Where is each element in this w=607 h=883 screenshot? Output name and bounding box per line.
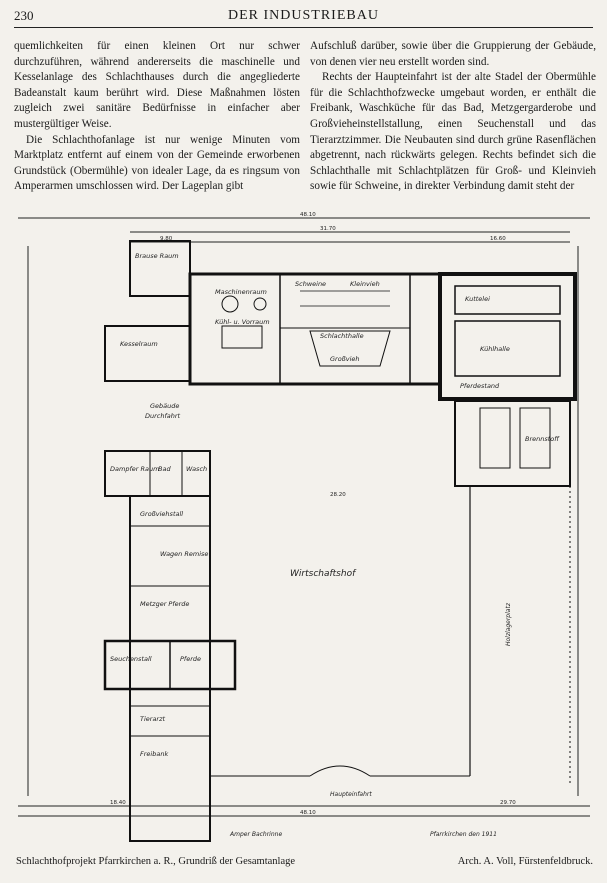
label-kleinvieh: Kleinvieh — [350, 280, 380, 288]
dim-label: 48.10 — [300, 810, 316, 816]
label-kuhlhalle: Kühlhalle — [480, 345, 510, 353]
paragraph: Die Schlachthofanlage ist nur wenige Minuten vom Marktplatz entfernt auf einem von der Gemeinde erworbenen Grundstück (Obermühle) von idealer Lage, da es ringsum von Amperarmen umschlossen wird. Der Lageplan gibt — [14, 133, 300, 193]
text-column-right — [310, 39, 596, 195]
dim-label: 48.10 — [300, 212, 316, 218]
entrance-note: Haupteinfahrt — [330, 791, 372, 798]
label-pferdestand: Pferdestand — [460, 382, 500, 390]
page-number: 230 — [14, 8, 34, 23]
dim-label: 16.60 — [490, 236, 506, 242]
label-tierarzt: Tierarzt — [140, 715, 166, 723]
cooling-building — [440, 274, 575, 399]
label-dampfer: Dampfer Raum — [110, 465, 160, 473]
label-schweine: Schweine — [295, 280, 327, 288]
label-brennstoff: Brennstoff — [525, 435, 559, 443]
label-stall: Großviehstall — [140, 510, 184, 518]
fence-note: Holzlagerplatz — [505, 603, 512, 646]
label-gebaeude: Gebäude — [150, 402, 180, 410]
text-column-left — [14, 39, 300, 195]
running-head: DER INDUSTRIEBAU — [228, 8, 379, 23]
label-kessel: Kesselraum — [120, 340, 158, 348]
dim-label: 28.20 — [330, 492, 346, 498]
paragraph: quemlichkeiten für einen kleinen Ort nur schwer durchzuführen, während andererseits die maschinelle und Kesselanlage des Schlachthauses durch die angegliederte Badeanstalt kaum berührt wird. Diese Maßnahmen lösten zugleich zwei sanitäre Bedürfnisse in einfacher aber mustergültiger Weise. — [14, 40, 300, 130]
label-durchfahrt: Durchfahrt — [145, 412, 181, 420]
label-freibank: Freibank — [140, 750, 169, 758]
dim-label: 31.70 — [320, 226, 336, 232]
label-brause: Brause Raum — [135, 252, 179, 260]
label-bad: Bad — [158, 465, 171, 473]
paragraph: Rechts der Haupteinfahrt ist der alte Stadel der Obermühle für die Schlachthofzwecke umgebaut worden, er enthält die Freibank, Waschküche für das Bad, Metzgergarderobe und Großvieheinstellstallung, einen Seuchenstall und das Tierarztzimmer. Die Neubauten sind durch grüne Rasenflächen abgetrennt, nach rückwärts gelegen. Rechts befindet sich die Schlachthalle mit Schlachtplätzen für Groß- und Kleinvieh sowie für Schweine, in direkter Verbindung damit steht der — [310, 71, 596, 193]
river-note: Amper Bachrinne — [230, 831, 283, 838]
label-seuche: Seuchenstall — [110, 655, 152, 663]
header-rule — [14, 27, 593, 28]
label-schlacht: Schlachthalle — [320, 332, 364, 340]
fuel-building — [455, 401, 570, 486]
dim-label: 9.80 — [160, 236, 173, 242]
label-wagen: Wagen Remise — [160, 550, 209, 558]
label-kuttelei: Kuttelei — [465, 295, 490, 303]
bath-building — [105, 451, 210, 496]
caption-right: Arch. A. Voll, Fürstenfeldbruck. — [457, 856, 593, 867]
label-metzger: Metzger Pferde — [140, 600, 190, 608]
label-hof: Wirtschaftshof — [290, 569, 356, 579]
dim-label: 18.40 — [110, 800, 126, 806]
dim-label: 29.70 — [500, 800, 516, 806]
label-grossvieh: Großvieh — [330, 355, 360, 363]
boiler-wing — [105, 326, 190, 381]
label-maschinen: Maschinenraum — [215, 288, 267, 296]
label-kuehl: Kühl- u. Vorraum — [215, 318, 270, 326]
label-pferde: Pferde — [180, 655, 202, 663]
place-note: Pfarrkirchen den 1911 — [430, 831, 497, 838]
bath-wing — [130, 241, 190, 296]
paragraph: Aufschluß darüber, sowie über die Gruppierung der Gebäude, von denen vier neu erstellt worden sind. — [310, 40, 596, 68]
caption-left: Schlachthofprojekt Pfarrkirchen a. R., Grundriß der Gesamtanlage — [16, 856, 296, 867]
label-wasch: Wasch — [186, 465, 208, 473]
floor-plan — [10, 196, 597, 851]
